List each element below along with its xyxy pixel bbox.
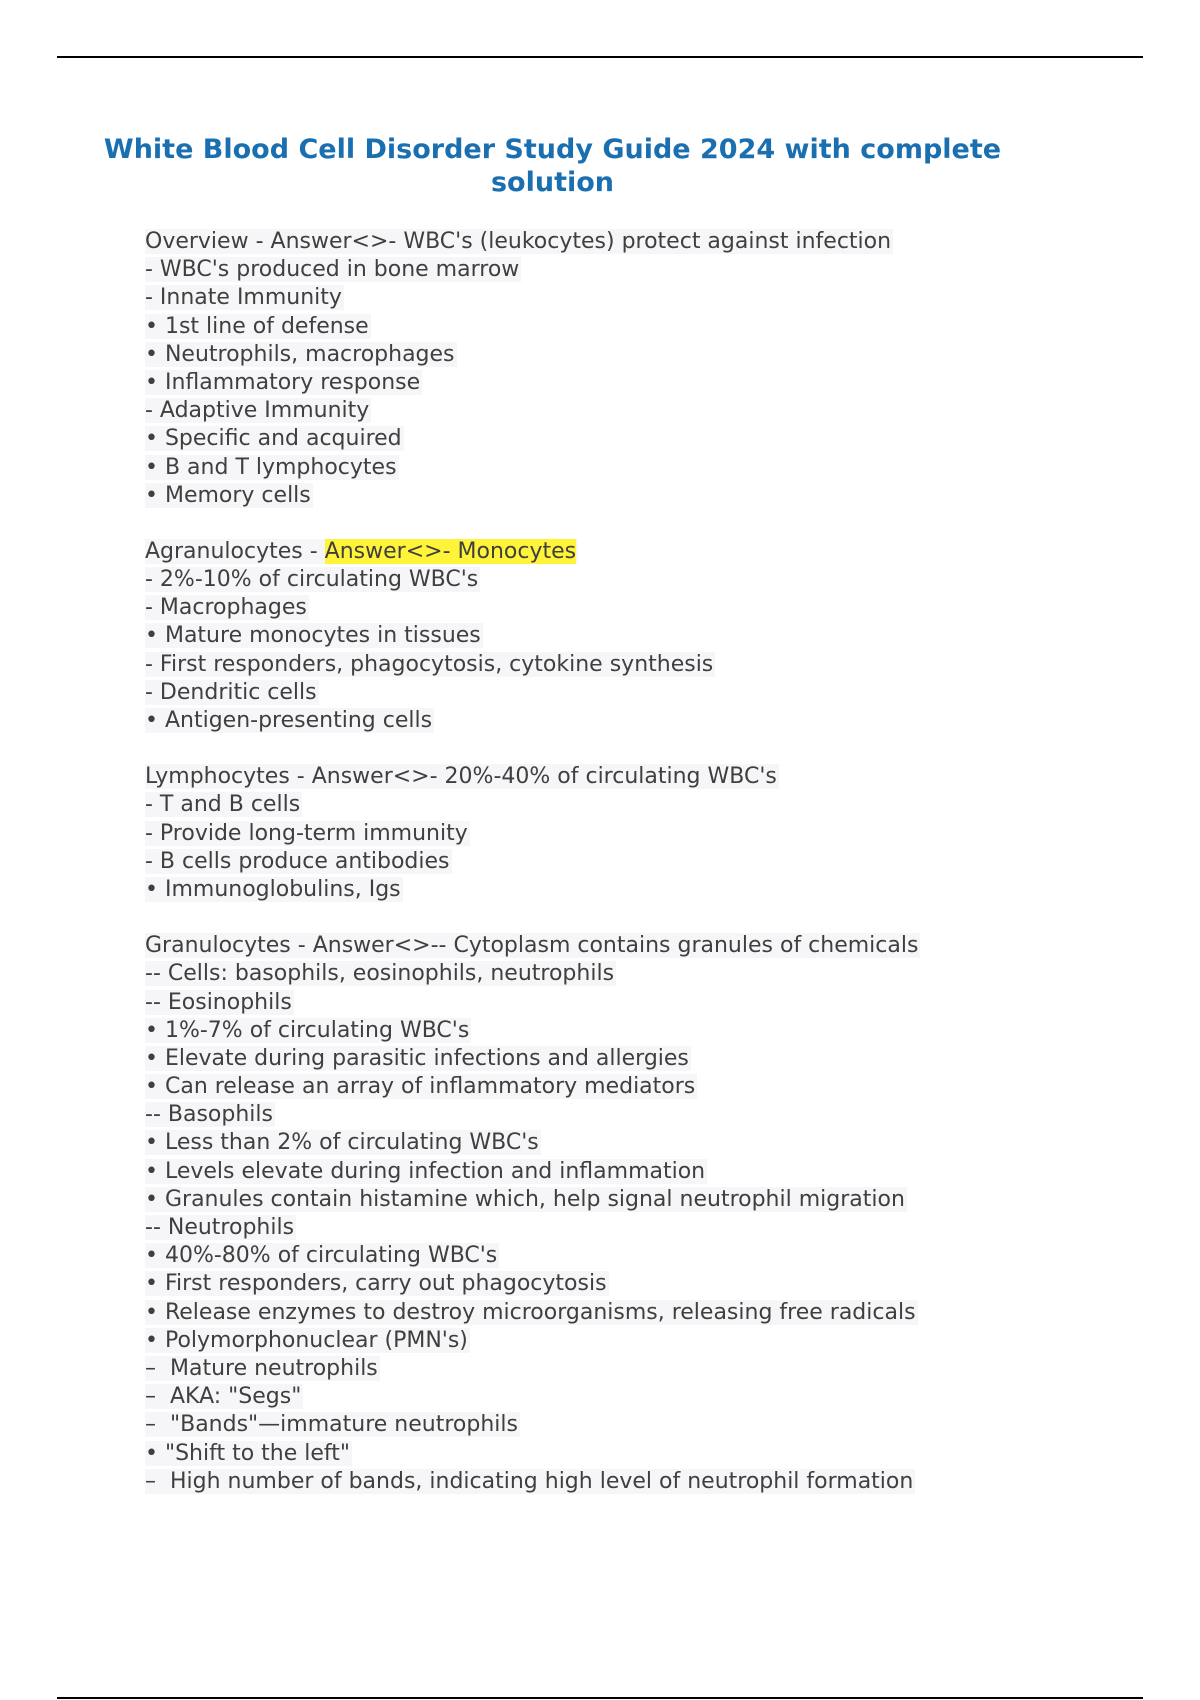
section-line bbox=[145, 313, 1105, 341]
line-text: - First responders, phagocytosis, cytokine synthesis bbox=[145, 651, 714, 677]
line-text: • Mature monocytes in tissues bbox=[145, 623, 481, 649]
section-line bbox=[145, 622, 1105, 650]
line-text: -- Basophils bbox=[145, 1102, 273, 1128]
section-line bbox=[145, 1299, 1105, 1327]
section-line bbox=[145, 1214, 1105, 1242]
section-line bbox=[145, 791, 1105, 819]
section-line bbox=[145, 707, 1105, 735]
line-text: -- Eosinophils bbox=[145, 989, 292, 1015]
line-text: - T and B cells bbox=[145, 792, 301, 818]
line-text: - Adaptive Immunity bbox=[145, 398, 370, 424]
document-title-line-2: solution bbox=[490, 167, 615, 198]
section-line bbox=[145, 960, 1105, 988]
section-heading bbox=[145, 538, 1105, 566]
section-line bbox=[145, 1270, 1105, 1298]
line-text: - WBC's produced in bone marrow bbox=[145, 257, 520, 283]
section-line bbox=[145, 820, 1105, 848]
line-text: • B and T lymphocytes bbox=[145, 454, 397, 480]
heading-answer: Answer<>- WBC's (leukocytes) protect against infection bbox=[270, 229, 892, 254]
section-line bbox=[145, 1468, 1105, 1496]
heading-answer: Answer<>- 20%-40% of circulating WBC's bbox=[311, 764, 777, 790]
line-text: • Antigen-presenting cells bbox=[145, 708, 433, 733]
section-lymphocytes bbox=[145, 763, 1105, 904]
line-text: - Provide long-term immunity bbox=[145, 820, 468, 846]
section-line bbox=[145, 651, 1105, 679]
line-text: - Innate Immunity bbox=[145, 285, 342, 311]
section-line bbox=[145, 397, 1105, 425]
heading-term: Granulocytes - bbox=[145, 933, 313, 959]
section-line bbox=[145, 425, 1105, 453]
line-text: • Memory cells bbox=[145, 482, 311, 508]
line-text: – Mature neutrophils bbox=[145, 1355, 378, 1381]
section-line bbox=[145, 482, 1105, 510]
heading-answer: Answer<>-- Cytoplasm contains granules of chemicals bbox=[312, 933, 919, 959]
line-text: • Elevate during parasitic infections and allergies bbox=[145, 1045, 689, 1071]
section-line bbox=[145, 876, 1105, 904]
heading-term: Lymphocytes - bbox=[145, 764, 312, 790]
section-line bbox=[145, 284, 1105, 312]
line-text: • Immunoglobulins, Igs bbox=[145, 876, 401, 902]
line-text: • Less than 2% of circulating WBC's bbox=[145, 1130, 539, 1156]
section-overview bbox=[145, 228, 1105, 510]
heading-term: Agranulocytes - bbox=[145, 538, 325, 564]
page-top-rule bbox=[57, 56, 1143, 58]
line-text: • Specific and acquired bbox=[145, 426, 402, 452]
section-heading bbox=[145, 228, 1105, 256]
section-line bbox=[145, 1073, 1105, 1101]
section-line bbox=[145, 566, 1105, 594]
heading-term: Overview - bbox=[145, 229, 271, 254]
section-line bbox=[145, 679, 1105, 707]
section-line bbox=[145, 1383, 1105, 1411]
line-text: • First responders, carry out phagocytosis bbox=[145, 1271, 607, 1297]
line-text: -- Cells: basophils, eosinophils, neutrophils bbox=[145, 961, 615, 987]
line-text: • Neutrophils, macrophages bbox=[145, 341, 455, 367]
line-text: - 2%-10% of circulating WBC's bbox=[145, 567, 479, 593]
line-text: • 1%-7% of circulating WBC's bbox=[145, 1017, 470, 1043]
line-text: • Polymorphonuclear (PMN's) bbox=[145, 1327, 468, 1353]
line-text: - Macrophages bbox=[145, 595, 307, 621]
section-line bbox=[145, 256, 1105, 284]
line-text: • Release enzymes to destroy microorganisms, releasing free radicals bbox=[145, 1299, 916, 1325]
section-line bbox=[145, 1242, 1105, 1270]
section-line bbox=[145, 1017, 1105, 1045]
section-line bbox=[145, 1186, 1105, 1214]
document-title-line-1: White Blood Cell Disorder Study Guide 2024 with complete bbox=[103, 134, 1002, 165]
line-text: • Granules contain histamine which, help signal neutrophil migration bbox=[145, 1186, 905, 1212]
section-line bbox=[145, 454, 1105, 482]
line-text: – High number of bands, indicating high level of neutrophil formation bbox=[145, 1468, 914, 1494]
section-line bbox=[145, 1355, 1105, 1383]
section-line bbox=[145, 1440, 1105, 1468]
section-line bbox=[145, 1411, 1105, 1439]
section-granulocytes bbox=[145, 932, 1105, 1496]
section-line bbox=[145, 594, 1105, 622]
section-line bbox=[145, 1327, 1105, 1355]
line-text: – "Bands"—immature neutrophils bbox=[145, 1412, 518, 1438]
section-line bbox=[145, 1129, 1105, 1157]
document-title bbox=[60, 133, 1045, 199]
section-agranulocytes bbox=[145, 538, 1105, 735]
line-text: – AKA: "Segs" bbox=[145, 1384, 302, 1410]
line-text: - B cells produce antibodies bbox=[145, 848, 450, 874]
page-bottom-rule bbox=[57, 1697, 1143, 1699]
section-line bbox=[145, 1158, 1105, 1186]
section-heading bbox=[145, 932, 1105, 960]
line-text: - Dendritic cells bbox=[145, 679, 317, 705]
highlighted-answer: Answer<>- Monocytes bbox=[324, 538, 577, 564]
line-text: • 40%-80% of circulating WBC's bbox=[145, 1243, 498, 1269]
line-text: • 1st line of defense bbox=[145, 313, 369, 339]
section-line bbox=[145, 989, 1105, 1017]
line-text: • Levels elevate during infection and inflammation bbox=[145, 1158, 706, 1184]
section-line bbox=[145, 369, 1105, 397]
section-line bbox=[145, 1101, 1105, 1129]
section-line bbox=[145, 341, 1105, 369]
section-line bbox=[145, 848, 1105, 876]
study-guide-content bbox=[145, 228, 1105, 1524]
line-text: • Inflammatory response bbox=[145, 369, 421, 395]
section-heading bbox=[145, 763, 1105, 791]
line-text: • Can release an array of inflammatory mediators bbox=[145, 1074, 696, 1100]
section-line bbox=[145, 1045, 1105, 1073]
line-text: • "Shift to the left" bbox=[145, 1440, 351, 1466]
line-text: -- Neutrophils bbox=[145, 1215, 295, 1240]
